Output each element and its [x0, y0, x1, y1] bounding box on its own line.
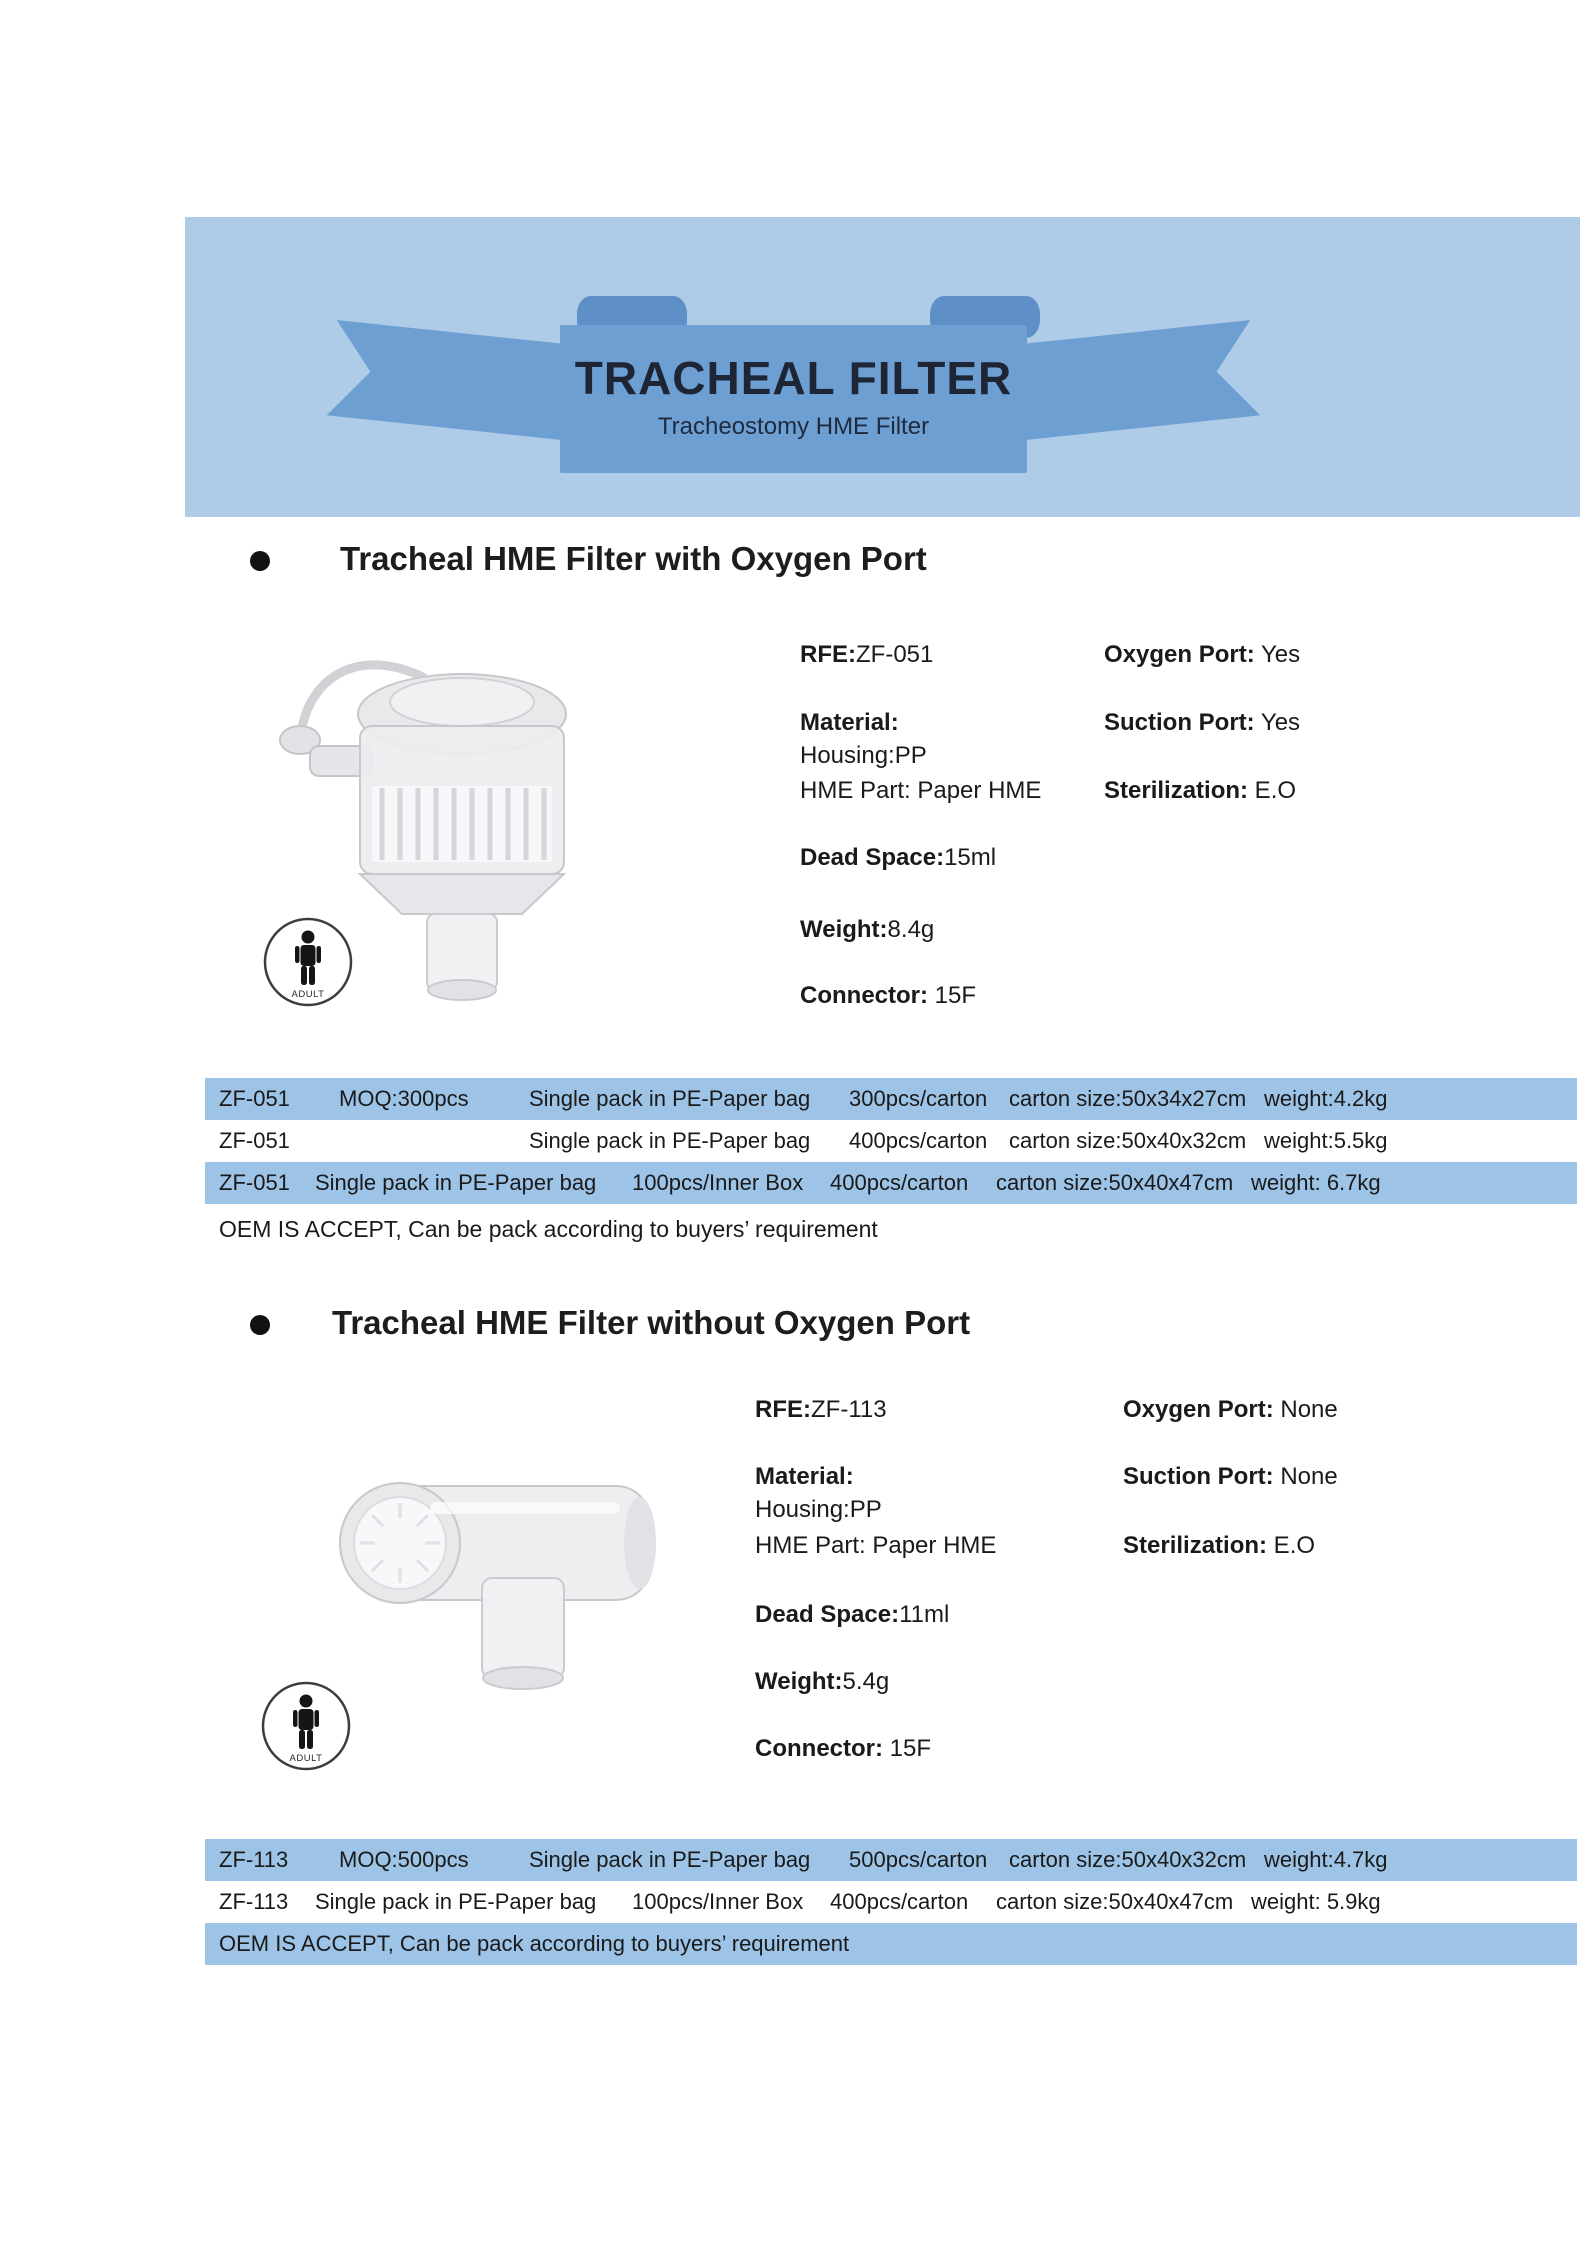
spec-material: [800, 709, 899, 737]
table-cell: [325, 1120, 515, 1162]
section-bullet-icon: [250, 551, 270, 571]
spec-weight: [800, 916, 934, 944]
spec-value: E.O: [1267, 1532, 1316, 1559]
table-cell: 300pcs/carton: [849, 1086, 988, 1111]
adult-label: ADULT: [289, 1753, 323, 1764]
page-title: TRACHEAL FILTER: [574, 352, 1013, 404]
product2-image: [300, 1428, 720, 1728]
table-cell: 400pcs/carton: [849, 1128, 988, 1153]
table-cell: carton size:50x40x32cm: [1009, 1847, 1247, 1872]
spec-suction-port: [1104, 709, 1300, 737]
table-cell: Single pack in PE-Paper bag: [529, 1086, 811, 1111]
spec-value: 11ml: [899, 1601, 950, 1628]
spec-label: Material:: [800, 709, 899, 736]
table-cell: weight: 6.7kg: [1251, 1170, 1381, 1195]
table-row: [205, 1078, 1577, 1120]
table-cell: Single pack in PE-Paper bag: [315, 1889, 597, 1914]
spec-dead-space: [755, 1601, 949, 1629]
spec-suction-port: [1123, 1463, 1338, 1491]
table-row: [205, 1162, 1577, 1204]
spec-housing: [755, 1496, 882, 1524]
oem-note: OEM IS ACCEPT, Can be pack according to buyers’ requirement: [219, 1931, 850, 1956]
table-cell: weight: 5.9kg: [1251, 1889, 1381, 1914]
spec-value: Housing:PP: [755, 1496, 882, 1523]
section-bullet-icon: [250, 1315, 270, 1335]
spec-label: Connector:: [800, 982, 928, 1009]
spec-label: Weight:: [755, 1668, 843, 1695]
adult-label: ADULT: [291, 989, 325, 1000]
spec-material: [755, 1463, 854, 1491]
spec-hme-part: [755, 1532, 996, 1560]
table-cell: carton size:50x40x47cm: [996, 1889, 1234, 1914]
spec-oxygen-port: [1104, 641, 1300, 669]
spec-label: Oxygen Port:: [1123, 1396, 1274, 1423]
table-cell: 400pcs/carton: [830, 1889, 969, 1914]
table-cell: weight:5.5kg: [1264, 1128, 1388, 1153]
table-cell: carton size:50x34x27cm: [1009, 1086, 1247, 1111]
spec-rfe: [755, 1396, 887, 1424]
spec-label: Connector:: [755, 1735, 883, 1762]
table-cell: 100pcs/Inner Box: [632, 1170, 804, 1195]
spec-weight: [755, 1668, 889, 1696]
table-cell: ZF-051: [219, 1170, 290, 1195]
spec-label: Weight:: [800, 916, 888, 943]
table-cell: 500pcs/carton: [849, 1847, 988, 1872]
table-cell: ZF-051: [219, 1128, 290, 1153]
spec-value: Yes: [1254, 709, 1301, 736]
table-cell: MOQ:500pcs: [339, 1847, 469, 1872]
spec-value: Housing:PP: [800, 742, 927, 769]
oem-note: OEM IS ACCEPT, Can be pack according to buyers’ requirement: [219, 1216, 878, 1242]
spec-value: 5.4g: [842, 1668, 890, 1695]
spec-label: Suction Port:: [1104, 709, 1255, 736]
spec-sterilization: [1123, 1532, 1315, 1560]
packing-table-1: [205, 1078, 1577, 1204]
table-row: [205, 1881, 1577, 1923]
spec-label: Suction Port:: [1123, 1463, 1274, 1490]
table-cell: 100pcs/Inner Box: [632, 1889, 804, 1914]
spec-label: Sterilization:: [1123, 1532, 1268, 1559]
spec-dead-space: [800, 844, 996, 872]
table-cell: weight:4.2kg: [1264, 1086, 1388, 1111]
table-row: [205, 1120, 1577, 1162]
section2-heading: Tracheal HME Filter without Oxygen Port: [332, 1304, 971, 1341]
table-cell: carton size:50x40x32cm: [1009, 1128, 1247, 1153]
table-cell: weight:4.7kg: [1264, 1847, 1388, 1872]
spec-value: HME Part: Paper HME: [755, 1532, 997, 1559]
spec-sterilization: [1104, 777, 1296, 805]
spec-connector: [800, 982, 976, 1010]
spec-label: Dead Space:: [800, 844, 945, 871]
spec-housing: [800, 742, 927, 770]
packing-table-2: [205, 1839, 1577, 1965]
spec-value: 8.4g: [887, 916, 935, 943]
spec-value: None: [1273, 1396, 1338, 1423]
table-row-oem: [205, 1923, 1577, 1965]
title-ribbon: [560, 325, 1027, 473]
spec-label: Oxygen Port:: [1104, 641, 1255, 668]
spec-label: Dead Space:: [755, 1601, 900, 1628]
spec-value: HME Part: Paper HME: [800, 777, 1042, 804]
section1-heading: Tracheal HME Filter with Oxygen Port: [340, 540, 927, 577]
spec-value: ZF-051: [856, 641, 934, 668]
spec-oxygen-port: [1123, 1396, 1338, 1424]
spec-value: E.O: [1248, 777, 1297, 804]
spec-value: ZF-113: [811, 1396, 887, 1423]
table-cell: ZF-051: [219, 1086, 290, 1111]
adult-icon: [262, 916, 354, 1008]
spec-value: 15F: [883, 1735, 932, 1762]
table-cell: MOQ:300pcs: [339, 1086, 469, 1111]
spec-label: RFE:: [755, 1396, 811, 1423]
table-cell: ZF-113: [219, 1889, 289, 1914]
adult-icon: [260, 1680, 352, 1772]
spec-label: RFE:: [800, 641, 856, 668]
spec-rfe: [800, 641, 933, 669]
spec-label: Material:: [755, 1463, 854, 1490]
table-cell: Single pack in PE-Paper bag: [529, 1847, 811, 1872]
table-cell: 400pcs/carton: [830, 1170, 969, 1195]
spec-value: 15F: [928, 982, 977, 1009]
table-cell: Single pack in PE-Paper bag: [529, 1128, 811, 1153]
spec-hme-part: [800, 777, 1041, 805]
table-cell: Single pack in PE-Paper bag: [315, 1170, 597, 1195]
table-cell: ZF-113: [219, 1847, 289, 1872]
table-row: [205, 1839, 1577, 1881]
spec-value: None: [1273, 1463, 1338, 1490]
spec-value: 15ml: [944, 844, 997, 871]
spec-label: Sterilization:: [1104, 777, 1249, 804]
page-subtitle: Tracheostomy HME Filter: [657, 413, 930, 440]
spec-connector: [755, 1735, 931, 1763]
spec-value: Yes: [1254, 641, 1301, 668]
table-cell: carton size:50x40x47cm: [996, 1170, 1234, 1195]
